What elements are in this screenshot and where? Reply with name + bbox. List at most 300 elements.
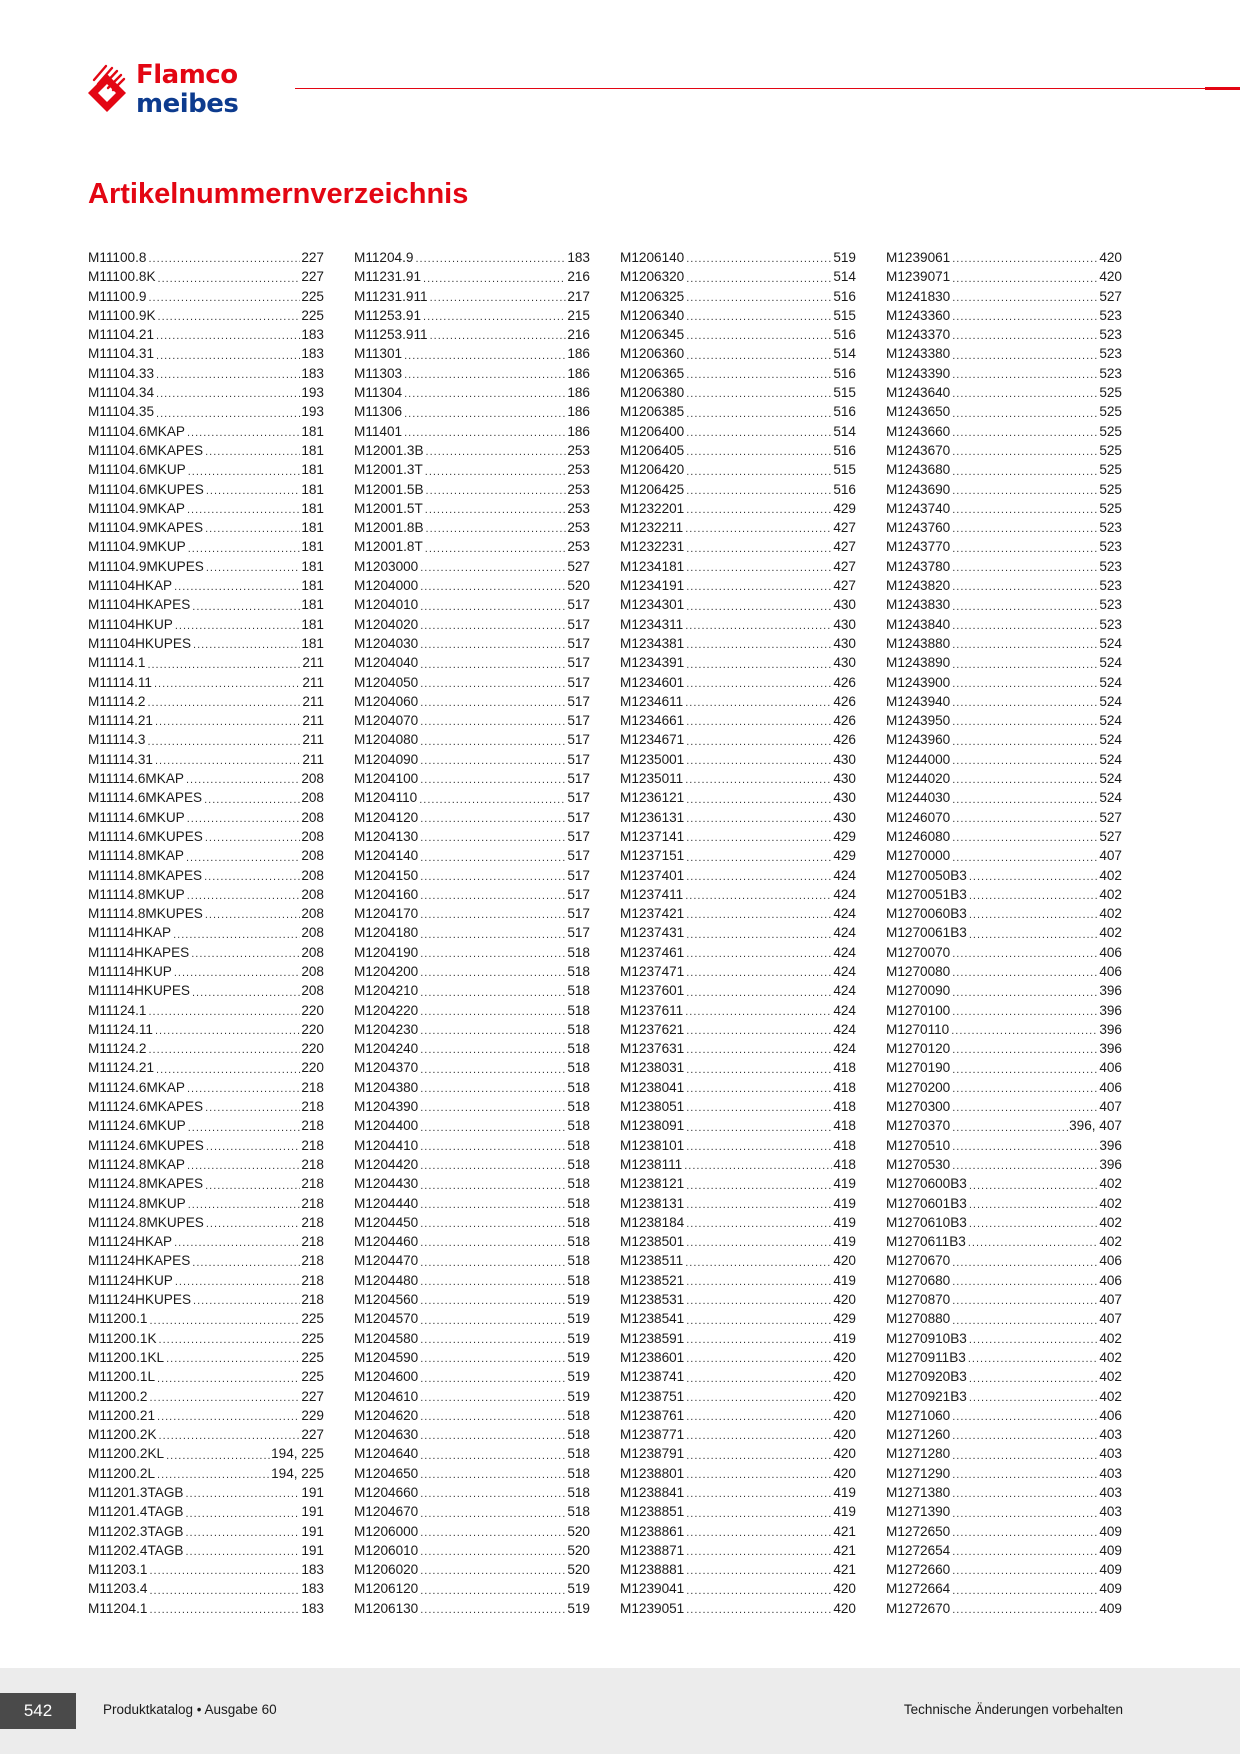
page-reference: 426 (833, 693, 856, 709)
article-number: M1204670 (354, 1504, 419, 1520)
index-entry (88, 537, 324, 556)
leader-dots (166, 1351, 300, 1367)
index-entry (88, 422, 324, 441)
page-reference: 518 (567, 1156, 590, 1172)
leader-dots (149, 1390, 300, 1406)
page-reference: 211 (302, 732, 324, 748)
article-number: M11100.8K (88, 269, 156, 285)
leader-dots (419, 792, 566, 808)
index-entry (620, 866, 856, 885)
page-reference: 518 (567, 1195, 590, 1211)
index-entry (620, 1522, 856, 1541)
page-reference: 518 (567, 1041, 590, 1057)
leader-dots (686, 348, 832, 364)
page-reference: 181 (301, 539, 324, 555)
article-number: M1204560 (354, 1292, 419, 1308)
article-number: M1243840 (886, 616, 951, 632)
article-number: M1206130 (354, 1600, 419, 1616)
page-reference: 523 (1099, 597, 1122, 613)
page-reference: 186 (567, 346, 590, 362)
page-reference: 524 (1099, 751, 1122, 767)
leader-dots (686, 541, 832, 557)
page-reference: 426 (833, 732, 856, 748)
page-reference: 525 (1099, 442, 1122, 458)
page-reference: 523 (1099, 539, 1122, 555)
index-entry (354, 943, 590, 962)
page-reference: 517 (567, 693, 590, 709)
index-entry (88, 634, 324, 653)
index-entry (620, 653, 856, 672)
page-reference: 523 (1099, 365, 1122, 381)
index-entry (88, 1116, 324, 1135)
index-entry (88, 460, 324, 479)
article-number: M11104.35 (88, 404, 155, 420)
page-reference: 181 (301, 635, 324, 651)
index-entry (620, 287, 856, 306)
page-reference: 418 (833, 1060, 856, 1076)
article-number: M11104.6MKUP (88, 462, 186, 478)
page-reference: 218 (301, 1272, 324, 1288)
leader-dots (420, 1448, 566, 1464)
page-reference: 519 (567, 1292, 590, 1308)
article-number: M1235011 (620, 771, 684, 787)
article-number: M1270920B3 (886, 1369, 967, 1385)
index-entry (620, 943, 856, 962)
index-entry (354, 248, 590, 267)
index-entry (886, 943, 1122, 962)
index-entry (886, 1367, 1122, 1386)
index-entry (88, 943, 324, 962)
index-entry (354, 1213, 590, 1232)
leader-dots (686, 907, 832, 923)
article-number: M1270680 (886, 1272, 951, 1288)
article-number: M1237461 (620, 944, 685, 960)
index-entry (620, 364, 856, 383)
index-entry (354, 287, 590, 306)
page-reference: 518 (567, 1485, 590, 1500)
page-reference: 517 (567, 790, 590, 806)
article-number: M1204660 (354, 1485, 419, 1500)
leader-dots (685, 521, 832, 537)
page-reference: 183 (301, 365, 324, 381)
index-entry (354, 499, 590, 518)
index-entry (620, 711, 856, 730)
page-reference: 220 (301, 1060, 324, 1076)
page-reference: 402 (1099, 1388, 1122, 1404)
article-number: M1237151 (620, 848, 685, 864)
leader-dots (420, 965, 566, 981)
index-entry (88, 866, 324, 885)
index-entry (88, 981, 324, 1000)
index-entry (620, 1058, 856, 1077)
article-number: M1270061B3 (886, 925, 967, 941)
page-reference: 396 (1099, 1137, 1122, 1153)
leader-dots (685, 1255, 832, 1271)
page-reference: 402 (1099, 867, 1122, 883)
page-reference: 220 (301, 1021, 324, 1037)
index-entry (354, 730, 590, 749)
article-number: M1243670 (886, 442, 951, 458)
page-reference: 524 (1099, 732, 1122, 748)
page-reference: 519 (567, 1349, 590, 1365)
leader-dots (206, 1139, 300, 1155)
leader-dots (969, 1371, 1098, 1387)
page-reference: 516 (833, 404, 856, 420)
article-number: M11303 (354, 365, 403, 381)
page-reference: 420 (833, 1388, 856, 1404)
index-entry (620, 904, 856, 923)
article-number: M1270610B3 (886, 1214, 967, 1230)
leader-dots (191, 946, 300, 962)
article-number: M1206425 (620, 481, 685, 497)
page-reference: 216 (567, 327, 590, 343)
index-entry (886, 769, 1122, 788)
page-reference: 211 (302, 751, 324, 767)
page-reference: 523 (1099, 578, 1122, 594)
page-reference: 527 (1099, 288, 1122, 304)
page-reference: 523 (1099, 327, 1122, 343)
index-entry (354, 576, 590, 595)
leader-dots (174, 1235, 300, 1251)
article-number: M1204450 (354, 1214, 419, 1230)
article-number: M1243880 (886, 635, 951, 651)
leader-dots (420, 599, 566, 615)
article-number: M1203000 (354, 558, 419, 574)
page-reference: 420 (1099, 250, 1122, 265)
index-entry (886, 460, 1122, 479)
article-number: M1206120 (354, 1581, 419, 1597)
page-reference: 519 (567, 1581, 590, 1597)
page-reference: 419 (833, 1214, 856, 1230)
article-number: M11124.8MKAPES (88, 1176, 204, 1192)
page-reference: 517 (567, 771, 590, 787)
page-reference: 181 (301, 578, 324, 594)
article-number: M1204050 (354, 674, 419, 690)
page-reference: 191 (301, 1523, 324, 1539)
page-reference: 183 (567, 250, 590, 265)
leader-dots (952, 599, 1098, 615)
page-reference: 518 (567, 944, 590, 960)
page-reference: 518 (567, 1176, 590, 1192)
index-entry (354, 1001, 590, 1020)
article-number: M1238184 (620, 1214, 685, 1230)
page-reference: 183 (301, 327, 324, 343)
page-reference: 427 (833, 520, 856, 536)
leader-dots (952, 521, 1098, 537)
article-number: M1206345 (620, 327, 685, 343)
page-reference: 527 (1099, 828, 1122, 844)
page-reference: 208 (301, 848, 324, 864)
article-number: M1272650 (886, 1523, 951, 1539)
page-reference: 419 (833, 1272, 856, 1288)
article-number: M1238771 (620, 1427, 685, 1443)
leader-dots (952, 985, 1098, 1001)
leader-dots (685, 1004, 832, 1020)
page-reference: 253 (567, 539, 590, 555)
leader-dots (420, 1293, 566, 1309)
footer-disclaimer: Technische Änderungen vorbehalten (903, 1702, 1123, 1717)
article-number: M1204640 (354, 1446, 419, 1462)
page-reference: 396 (1099, 1156, 1122, 1172)
index-entry (354, 808, 590, 827)
leader-dots (686, 367, 832, 383)
page-reference: 208 (301, 867, 324, 883)
article-number: M11201.4TAGB (88, 1504, 184, 1520)
page-reference: 518 (567, 1021, 590, 1037)
page-reference: 208 (301, 790, 324, 806)
leader-dots (952, 1158, 1098, 1174)
index-entry (886, 653, 1122, 672)
page-reference: 426 (833, 713, 856, 729)
page-reference: 181 (301, 442, 324, 458)
page-reference: 519 (833, 250, 856, 265)
page-reference: 519 (567, 1369, 590, 1385)
article-number: M1237601 (620, 983, 685, 999)
index-entry (620, 1251, 856, 1270)
index-entry (886, 981, 1122, 1000)
index-entry (354, 1579, 590, 1598)
page-reference: 407 (1099, 848, 1122, 864)
index-entry (88, 402, 324, 421)
article-number: M11204.9 (354, 250, 414, 265)
leader-dots (420, 850, 566, 866)
leader-dots (685, 618, 832, 634)
article-number: M1234611 (620, 693, 684, 709)
index-entry (620, 1290, 856, 1309)
page-reference: 208 (301, 963, 324, 979)
article-number: M11124HKUPES (88, 1292, 192, 1308)
index-entry (620, 1039, 856, 1058)
leader-dots (686, 1428, 832, 1444)
index-entry (88, 1502, 324, 1521)
index-entry (620, 1502, 856, 1521)
leader-dots (952, 386, 1098, 402)
index-entry (88, 1232, 324, 1251)
page-reference: 186 (567, 365, 590, 381)
page-reference: 518 (567, 1079, 590, 1095)
page-reference: 181 (301, 597, 324, 613)
index-entry (886, 325, 1122, 344)
index-entry (88, 692, 324, 711)
leader-dots (425, 502, 567, 518)
page-reference: 420 (833, 1581, 856, 1597)
leader-dots (149, 1583, 300, 1599)
brand-logo (86, 60, 256, 124)
page-reference: 524 (1099, 693, 1122, 709)
leader-dots (148, 251, 300, 267)
page-reference: 424 (833, 983, 856, 999)
index-entry (354, 673, 590, 692)
article-number: M11124.2 (88, 1041, 147, 1057)
page-reference: 516 (833, 481, 856, 497)
leader-dots (969, 1216, 1098, 1232)
article-number: M1238521 (620, 1272, 685, 1288)
index-entry (620, 595, 856, 614)
page-reference: 518 (567, 1234, 590, 1250)
article-number: M1206385 (620, 404, 685, 420)
article-number: M1206365 (620, 365, 685, 381)
leader-dots (952, 1486, 1098, 1502)
page-reference: 227 (301, 250, 324, 265)
index-entry (886, 711, 1122, 730)
article-number: M1239071 (886, 269, 951, 285)
leader-dots (404, 348, 566, 364)
index-entry (620, 634, 856, 653)
article-number: M11200.21 (88, 1407, 156, 1423)
article-number: M11200.1K (88, 1330, 157, 1346)
article-number: M1236131 (620, 809, 685, 825)
leader-dots (686, 985, 832, 1001)
leader-dots (952, 367, 1098, 383)
leader-dots (420, 811, 566, 827)
page-reference: 181 (301, 481, 324, 497)
index-entry (620, 499, 856, 518)
leader-dots (952, 1409, 1098, 1425)
page-reference: 518 (567, 1099, 590, 1115)
index-entry (88, 1155, 324, 1174)
page-reference: 220 (301, 1002, 324, 1018)
leader-dots (951, 1023, 1098, 1039)
leader-dots (686, 1563, 832, 1579)
article-number: M11200.2KL (88, 1446, 165, 1462)
page-reference: 517 (567, 848, 590, 864)
index-entry (886, 827, 1122, 846)
index-entry (88, 1194, 324, 1213)
page-reference: 518 (567, 1137, 590, 1153)
leader-dots (952, 792, 1098, 808)
leader-dots (686, 560, 832, 576)
page-reference: 420 (833, 1446, 856, 1462)
index-entry (88, 1348, 324, 1367)
page-reference: 183 (301, 1562, 324, 1578)
leader-dots (952, 946, 1098, 962)
leader-dots (158, 309, 301, 325)
leader-dots (686, 386, 832, 402)
page-reference: 419 (833, 1330, 856, 1346)
index-entry (354, 1039, 590, 1058)
article-number: M11231.911 (354, 288, 428, 304)
leader-dots (952, 328, 1098, 344)
leader-dots (420, 1563, 566, 1579)
index-entry (886, 480, 1122, 499)
leader-dots (156, 386, 300, 402)
article-number: M1270510 (886, 1137, 951, 1153)
article-number: M11100.8 (88, 250, 147, 265)
index-entry (620, 615, 856, 634)
leader-dots (686, 753, 832, 769)
leader-dots (952, 560, 1098, 576)
index-entry (88, 1251, 324, 1270)
index-entry (886, 1194, 1122, 1213)
leader-dots (420, 1390, 566, 1406)
page-reference: 402 (1099, 886, 1122, 902)
page-reference: 420 (1099, 269, 1122, 285)
page-reference: 211 (302, 655, 324, 671)
article-number: M1238031 (620, 1060, 685, 1076)
article-number: M11202.4TAGB (88, 1542, 184, 1558)
index-entry (620, 1329, 856, 1348)
index-entry (88, 1522, 324, 1541)
article-number: M11401 (354, 423, 403, 439)
article-number: M1234301 (620, 597, 685, 613)
page-reference: 430 (833, 597, 856, 613)
page-reference: 523 (1099, 307, 1122, 323)
leader-dots (420, 753, 566, 769)
article-number: M1272654 (886, 1542, 951, 1558)
article-number: M1246080 (886, 828, 951, 844)
article-number: M1204170 (354, 906, 419, 922)
leader-dots (426, 444, 567, 460)
article-number: M1238861 (620, 1523, 685, 1539)
article-number: M1234661 (620, 713, 685, 729)
index-entry (886, 499, 1122, 518)
leader-dots (188, 541, 301, 557)
leader-dots (173, 927, 300, 943)
index-entry (620, 1232, 856, 1251)
leader-dots (952, 734, 1098, 750)
page-reference: 229 (301, 1407, 324, 1423)
leader-dots (952, 406, 1098, 422)
page-reference: 427 (833, 539, 856, 555)
page-reference: 515 (833, 385, 856, 401)
page-reference: 181 (301, 500, 324, 516)
page-reference: 225 (301, 1311, 324, 1327)
article-number: M1237421 (620, 906, 685, 922)
article-number: M1270870 (886, 1292, 951, 1308)
article-number: M1204140 (354, 848, 419, 864)
leader-dots (206, 483, 300, 499)
article-number: M1238091 (620, 1118, 685, 1134)
article-number: M1204470 (354, 1253, 419, 1269)
header-rule (295, 88, 1240, 89)
page-reference: 406 (1099, 1060, 1122, 1076)
page-reference: 424 (833, 886, 856, 902)
page-reference: 520 (567, 1562, 590, 1578)
leader-dots (420, 946, 566, 962)
leader-dots (423, 309, 566, 325)
leader-dots (159, 1428, 301, 1444)
leader-dots (686, 464, 832, 480)
leader-dots (686, 1390, 832, 1406)
article-number: M11124.1 (88, 1002, 147, 1018)
page-reference: 253 (567, 462, 590, 478)
article-number: M11104.31 (88, 346, 155, 362)
page-reference: 406 (1099, 1079, 1122, 1095)
page-reference: 193 (301, 385, 324, 401)
index-entry (88, 1020, 324, 1039)
page-reference: 519 (567, 1388, 590, 1404)
index-entry (354, 267, 590, 286)
page-reference: 523 (1099, 520, 1122, 536)
index-entry (354, 904, 590, 923)
article-number: M1244000 (886, 751, 951, 767)
article-number: M1243740 (886, 500, 951, 516)
index-entry (354, 1309, 590, 1328)
index-entry (620, 1464, 856, 1483)
leader-dots (968, 1235, 1098, 1251)
article-number: M11114.8MKUPES (88, 906, 203, 922)
article-number: M1238801 (620, 1465, 685, 1481)
leader-dots (952, 1081, 1098, 1097)
article-number: M1204100 (354, 771, 419, 787)
page-reference: 220 (301, 1041, 324, 1057)
page-reference: 218 (301, 1234, 324, 1250)
leader-dots (204, 869, 300, 885)
leader-dots (155, 753, 301, 769)
page-reference: 524 (1099, 674, 1122, 690)
article-number: M1272670 (886, 1600, 951, 1616)
index-entry (88, 711, 324, 730)
